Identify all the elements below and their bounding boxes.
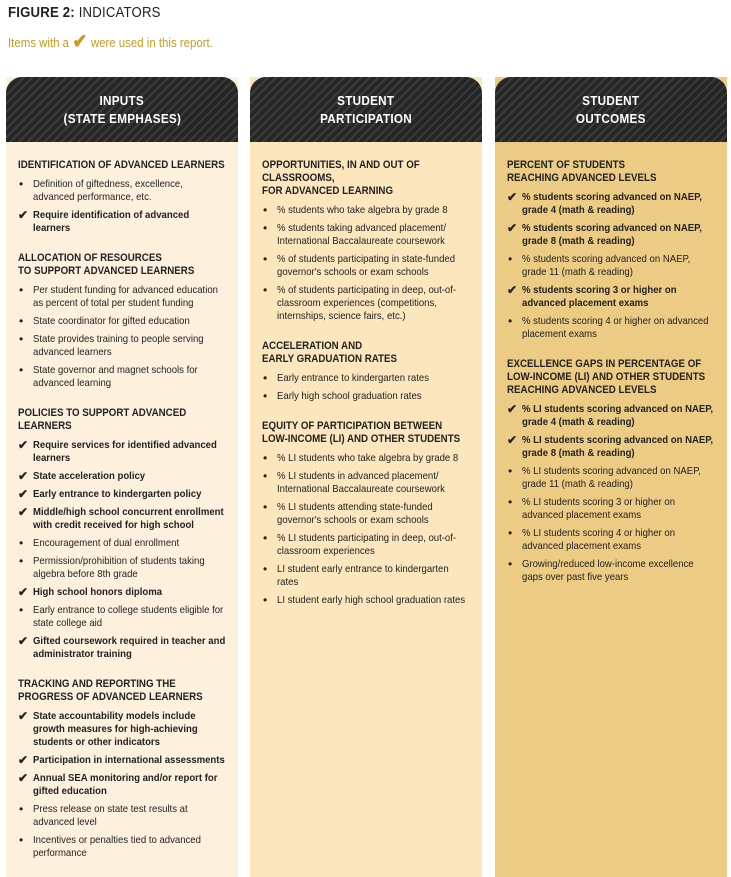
bullet-icon — [507, 527, 520, 541]
indicator-text: % of students participating in deep, out-of-classroom experiences (competitions, internships, science fairs, etc.) — [277, 285, 457, 322]
section-title — [18, 407, 227, 433]
section-title-line: EQUITY OF PARTICIPATION BETWEEN — [262, 420, 443, 432]
figure-label: FIGURE 2: — [8, 4, 75, 21]
section-title — [18, 252, 227, 278]
checkmark-icon: ✔ — [507, 402, 518, 416]
indicator-item — [18, 754, 228, 767]
indicator-list — [18, 710, 228, 860]
indicator-item — [507, 284, 717, 310]
section-title — [18, 159, 227, 172]
checkmark-icon: ✔ — [507, 433, 518, 447]
column-outcomes — [495, 77, 727, 877]
section-title-line: REACHING ADVANCED LEVELS — [507, 384, 657, 396]
bullet-icon — [262, 284, 275, 298]
section-title-line: LOW-INCOME (LI) AND OTHER STUDENTS — [262, 433, 461, 445]
indicator-text: Require services for identified advanced learners — [33, 440, 217, 464]
section-title — [262, 420, 471, 446]
indicator-section — [18, 678, 228, 860]
indicator-text: % LI students in advanced placement/ International Baccalaureate coursework — [277, 471, 445, 495]
indicator-item — [18, 488, 228, 501]
indicator-text: State coordinator for gifted education — [33, 316, 190, 327]
checkmark-icon: ✔ — [18, 438, 29, 452]
indicator-text: Early entrance to kindergarten rates — [277, 373, 429, 384]
bullet-icon — [507, 496, 520, 510]
indicator-item — [18, 364, 228, 390]
section-title — [507, 358, 716, 397]
indicator-text: LI student early entrance to kindergarten rates — [277, 564, 449, 588]
column-header-line: OUTCOMES — [576, 110, 646, 126]
bullet-icon — [262, 501, 275, 515]
indicator-text: Per student funding for advanced education as percent of total per student funding — [33, 285, 218, 309]
indicator-section — [507, 159, 717, 341]
indicator-item — [262, 563, 472, 589]
indicator-text: Annual SEA monitoring and/or report for gifted education — [33, 773, 218, 797]
indicator-text: Press release on state test results at advanced level — [33, 804, 188, 828]
indicator-section — [262, 340, 472, 403]
column-participation — [250, 77, 482, 877]
bullet-icon — [18, 834, 31, 848]
column-body — [495, 142, 727, 584]
column-inputs — [6, 77, 238, 877]
checkmark-icon: ✔ — [18, 487, 29, 501]
indicator-item — [18, 604, 228, 630]
bullet-icon — [18, 803, 31, 817]
legend-note-after: were used in this report. — [90, 34, 213, 50]
section-title-line: OPPORTUNITIES, IN AND OUT OF CLASSROOMS, — [262, 159, 420, 184]
indicator-item — [507, 222, 717, 248]
bullet-icon — [262, 204, 275, 218]
indicator-item — [262, 372, 472, 385]
checkmark-icon: ✔ — [18, 753, 29, 767]
bullet-icon — [18, 178, 31, 192]
indicator-item — [262, 452, 472, 465]
indicator-item — [262, 532, 472, 558]
checkmark-icon: ✔ — [18, 469, 29, 483]
indicator-item — [507, 527, 717, 553]
checkmark-icon: ✔ — [507, 190, 518, 204]
checkmark-icon: ✔ — [18, 585, 29, 599]
indicator-item — [262, 594, 472, 607]
indicator-text: State accountability models include growth measures for high-achieving students or other indicators — [33, 711, 198, 748]
section-title-line: IDENTIFICATION OF ADVANCED LEARNERS — [18, 159, 225, 171]
bullet-icon — [262, 253, 275, 267]
indicator-section — [262, 159, 472, 323]
indicator-section — [18, 159, 228, 235]
checkmark-icon: ✔ — [18, 634, 29, 648]
indicator-list — [18, 178, 228, 235]
indicator-text: Encouragement of dual enrollment — [33, 538, 180, 549]
indicator-text: % students scoring advanced on NAEP, grade 11 (math & reading) — [522, 254, 691, 278]
indicator-item — [18, 209, 228, 235]
indicator-text: High school honors diploma — [33, 587, 163, 598]
indicator-list — [262, 204, 472, 323]
column-body — [6, 142, 238, 860]
indicator-item — [507, 253, 717, 279]
indicator-text: % students scoring 4 or higher on advanced placement exams — [522, 316, 709, 340]
bullet-icon — [18, 604, 31, 618]
bullet-icon — [262, 390, 275, 404]
indicator-text: % students scoring advanced on NAEP, grade 4 (math & reading) — [522, 192, 702, 216]
checkmark-icon: ✔ — [18, 208, 29, 222]
bullet-icon — [507, 315, 520, 329]
indicator-text: Early entrance to kindergarten policy — [33, 489, 202, 500]
indicator-item — [18, 834, 228, 860]
indicator-text: Early entrance to college students eligible for state college aid — [33, 605, 224, 629]
section-title — [262, 159, 471, 198]
indicator-section — [18, 407, 228, 661]
checkmark-icon: ✔ — [507, 283, 518, 297]
section-title — [262, 340, 471, 366]
indicator-item — [507, 465, 717, 491]
indicator-item — [18, 333, 228, 359]
indicator-item — [262, 390, 472, 403]
indicator-text: Incentives or penalties tied to advanced performance — [33, 835, 201, 859]
column-header — [495, 77, 727, 142]
indicator-text: % students scoring advanced on NAEP, grade 8 (math & reading) — [522, 223, 702, 247]
indicator-item — [507, 191, 717, 217]
bullet-icon — [18, 537, 31, 551]
section-title-line: REACHING ADVANCED LEVELS — [507, 172, 657, 184]
bullet-icon — [262, 222, 275, 236]
indicator-text: Growing/reduced low-income excellence gaps over past five years — [522, 559, 694, 583]
column-header-line: PARTICIPATION — [320, 110, 412, 126]
indicator-item — [18, 803, 228, 829]
figure-title — [8, 4, 161, 21]
indicator-text: % LI students scoring 3 or higher on advanced placement exams — [522, 497, 676, 521]
bullet-icon — [18, 364, 31, 378]
indicator-text: Permission/prohibition of students taking algebra before 8th grade — [33, 556, 205, 580]
column-body — [250, 142, 482, 607]
indicator-list — [262, 452, 472, 607]
section-title-line: TO SUPPORT ADVANCED LEARNERS — [18, 265, 195, 277]
indicator-section — [262, 420, 472, 607]
column-header-line: STUDENT — [582, 92, 640, 108]
indicator-text: % LI students scoring 4 or higher on advanced placement exams — [522, 528, 676, 552]
indicator-section — [18, 252, 228, 390]
section-title — [18, 678, 227, 704]
legend-note — [8, 32, 213, 52]
indicator-item — [18, 506, 228, 532]
indicator-list — [262, 372, 472, 403]
indicator-text: % students scoring 3 or higher on advanced placement exams — [522, 285, 677, 309]
indicator-text: % LI students scoring advanced on NAEP, grade 4 (math & reading) — [522, 404, 714, 428]
indicator-list — [507, 191, 717, 341]
indicator-item — [262, 253, 472, 279]
section-title-line: POLICIES TO SUPPORT ADVANCED LEARNERS — [18, 407, 187, 432]
indicator-text: % LI students participating in deep, out-of-classroom experiences — [277, 533, 457, 557]
checkmark-icon: ✔ — [18, 505, 29, 519]
indicator-item — [18, 537, 228, 550]
indicator-item — [507, 403, 717, 429]
section-title-line: ACCELERATION AND — [262, 340, 363, 352]
bullet-icon — [507, 465, 520, 479]
indicator-item — [18, 439, 228, 465]
indicator-text: State provides training to people serving advanced learners — [33, 334, 204, 358]
checkmark-icon: ✔ — [18, 771, 29, 785]
bullet-icon — [507, 253, 520, 267]
indicator-text: Definition of giftedness, excellence, advanced performance, etc. — [33, 179, 183, 203]
indicator-text: % LI students scoring advanced on NAEP, grade 8 (math & reading) — [522, 435, 714, 459]
indicator-text: Participation in international assessments — [33, 755, 225, 766]
indicator-item — [18, 315, 228, 328]
indicator-item — [507, 496, 717, 522]
section-title — [507, 159, 716, 185]
indicator-item — [507, 315, 717, 341]
section-title-line: LOW-INCOME (LI) AND OTHER STUDENTS — [507, 371, 706, 383]
section-title-line: PERCENT OF STUDENTS — [507, 159, 626, 171]
legend-note-before: Items with a — [8, 34, 70, 50]
checkmark-icon: ✔ — [72, 31, 88, 53]
section-title-line: FOR ADVANCED LEARNING — [262, 185, 394, 197]
bullet-icon — [507, 558, 520, 572]
bullet-icon — [18, 333, 31, 347]
indicator-text: % LI students who take algebra by grade 8 — [277, 453, 459, 464]
indicator-text: LI student early high school graduation rates — [277, 595, 466, 606]
bullet-icon — [262, 563, 275, 577]
indicator-text: % students taking advanced placement/ International Baccalaureate coursework — [277, 223, 446, 247]
indicator-item — [262, 501, 472, 527]
indicator-text: State governor and magnet schools for advanced learning — [33, 365, 198, 389]
indicator-item — [262, 284, 472, 323]
section-title-line: TRACKING AND REPORTING THE — [18, 678, 176, 690]
indicator-text: Early high school graduation rates — [277, 391, 422, 402]
section-title-line: EARLY GRADUATION RATES — [262, 353, 398, 365]
bullet-icon — [18, 315, 31, 329]
indicator-list — [18, 439, 228, 661]
indicator-item — [18, 772, 228, 798]
indicator-item — [18, 586, 228, 599]
column-header-line: STUDENT — [337, 92, 395, 108]
bullet-icon — [262, 372, 275, 386]
bullet-icon — [18, 284, 31, 298]
indicator-list — [507, 403, 717, 584]
indicator-item — [262, 204, 472, 217]
indicator-list — [18, 284, 228, 390]
column-header — [6, 77, 238, 142]
indicator-item — [262, 470, 472, 496]
column-header-line: INPUTS — [99, 92, 145, 108]
section-title-line: PROGRESS OF ADVANCED LEARNERS — [18, 691, 203, 703]
checkmark-icon: ✔ — [507, 221, 518, 235]
indicator-item — [18, 284, 228, 310]
indicator-text: % LI students scoring advanced on NAEP, grade 11 (math & reading) — [522, 466, 701, 490]
indicator-item — [262, 222, 472, 248]
indicator-item — [18, 635, 228, 661]
indicator-item — [507, 434, 717, 460]
indicator-text: Middle/high school concurrent enrollment with credit received for high school — [33, 507, 224, 531]
bullet-icon — [262, 470, 275, 484]
column-header — [250, 77, 482, 142]
indicator-text: State acceleration policy — [33, 471, 146, 482]
bullet-icon — [18, 555, 31, 569]
indicator-text: % students who take algebra by grade 8 — [277, 205, 448, 216]
indicator-text: Require identification of advanced learners — [33, 210, 190, 234]
indicator-item — [18, 178, 228, 204]
section-title-line: ALLOCATION OF RESOURCES — [18, 252, 162, 264]
section-title-line: EXCELLENCE GAPS IN PERCENTAGE OF — [507, 358, 702, 370]
figure-name: INDICATORS — [78, 4, 161, 21]
indicator-item — [18, 470, 228, 483]
indicator-item — [18, 555, 228, 581]
indicator-text: % of students participating in state-funded governor's schools or exam schools — [277, 254, 456, 278]
indicator-item — [507, 558, 717, 584]
checkmark-icon: ✔ — [18, 709, 29, 723]
indicator-text: Gifted coursework required in teacher and administrator training — [33, 636, 226, 660]
bullet-icon — [262, 594, 275, 608]
indicator-section — [507, 358, 717, 584]
bullet-icon — [262, 452, 275, 466]
bullet-icon — [262, 532, 275, 546]
indicator-text: % LI students attending state-funded governor's schools or exam schools — [277, 502, 433, 526]
indicator-item — [18, 710, 228, 749]
column-header-line: (STATE EMPHASES) — [63, 110, 181, 126]
